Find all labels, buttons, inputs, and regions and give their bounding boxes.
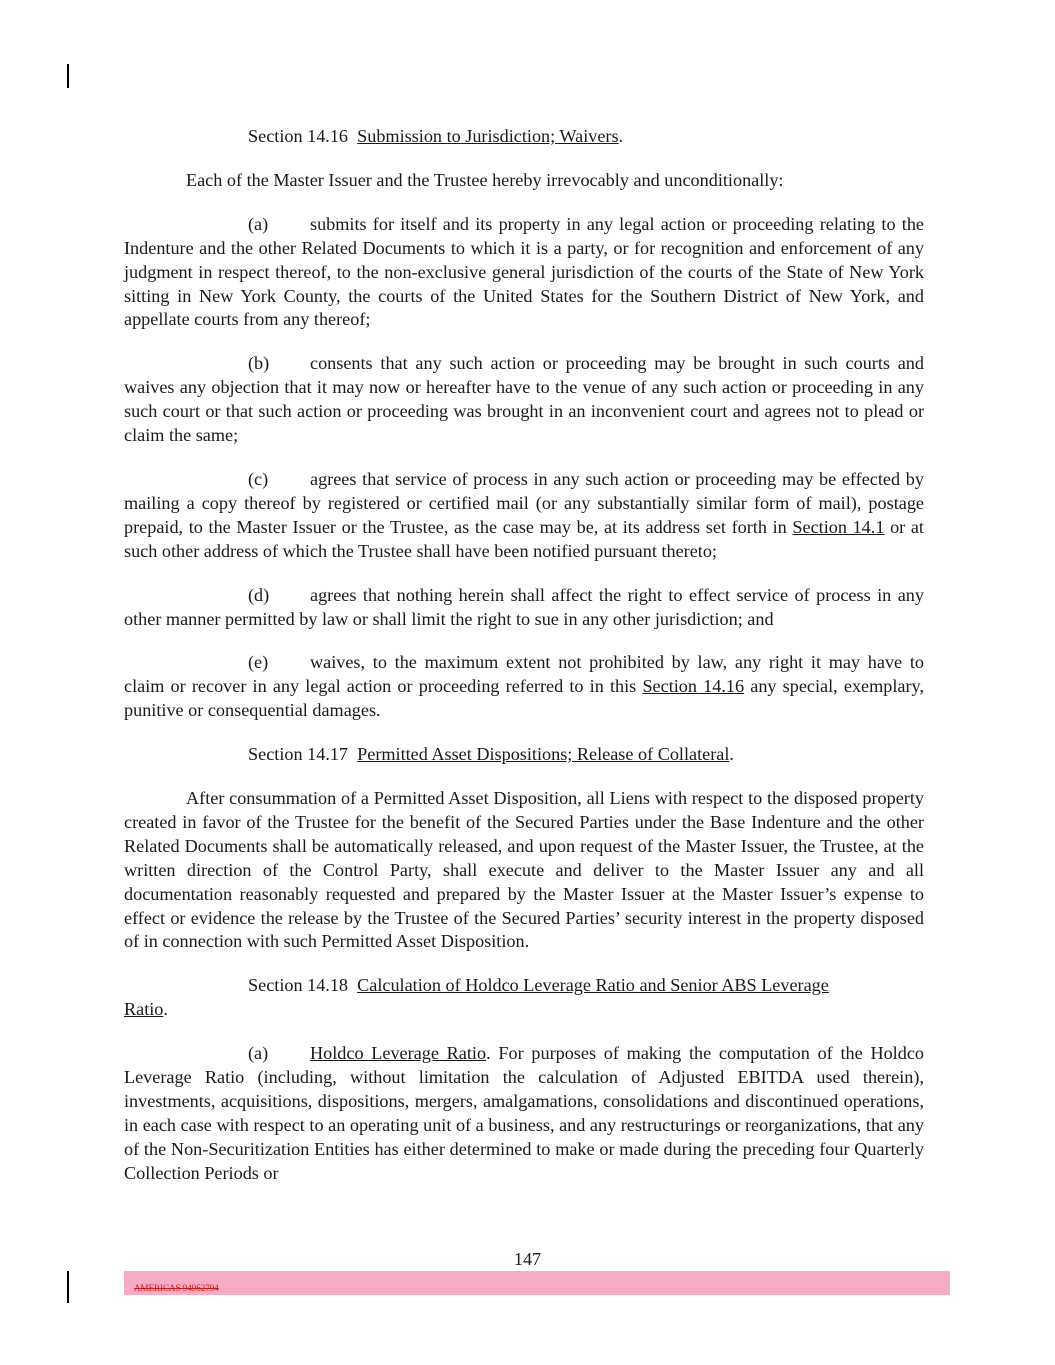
section-14-17-heading: Section 14.17 Permitted Asset Dispositions; Release of Collateral. [248,744,734,765]
section-14-16-intro: Each of the Master Issuer and the Trustee hereby irrevocably and unconditionally: [186,169,784,190]
clause-holdco-a: (a) Holdco Leverage Ratio. For purposes of making the computation of the Holdco Leverage Ratio (including, without limitation the calculation of Adjusted EBITDA used therein), investments, acquisitions, dispositions, mergers, amalgamations, consolidations and discontinued operations, in each case with respect to an operating unit of a business, and any restructurings or reorganizations, that any of the Non-Securitization Entities has either determined to make or made during the preceding four Quarterly Collection Periods or [124,1043,924,1183]
page-number: 147 [513,1249,542,1269]
section-14-18-heading-cont: Ratio. [124,999,168,1020]
clause-b: (b) consents that any such action or proceeding may be brought in such courts and waives any objection that it may now or hereafter have to the venue of any such action or proceeding in any such court or that such action or proceeding was brought in an inconvenient court and agrees not to plead or claim the same; [124,353,924,446]
clause-d: (d) agrees that nothing herein shall affect the right to effect service of process in any other manner permitted by law or shall limit the right to sue in any other jurisdiction; and [124,584,924,629]
section-14-16-reference: Section 14.16 [642,676,745,697]
holdco-leverage-ratio-title: Holdco Leverage Ratio [310,1043,487,1064]
section-14-16-title: Submission to Jurisdiction; Waivers [357,126,619,146]
section-14-1-reference: Section 14.1 [792,516,885,537]
clause-a: (a) submits for itself and its property in any legal action or proceeding relating to the Indenture and the other Related Documents to which it is a party, or for recognition and enforcement of any judgment in respect thereof, to the non-exclusive general jurisdiction of the courts of the State of New York sitting in New York County, the courts of the United States for the Southern District of New York, and appellate courts from any thereof; [124,213,924,330]
margin-change-bar-top [67,64,69,88]
section-14-17-body: After consummation of a Permitted Asset Disposition, all Liens with respect to the disposed property created in favor of the Trustee for the benefit of the Secured Parties under the Base Indenture and the other Related Documents shall be automatically released, and upon request of the Master Issuer, the Trustee, at the written direction of the Control Party, shall execute and deliver to the Master Issuer any and all documentation reasonably requested and prepared by the Master Issuer at the Master Issuer’s expense to effect or evidence the release by the Trustee of the Secured Parties’ security interest in the property disposed of in connection with such Permitted Asset Disposition. [124,788,924,952]
document-page [124,125,924,1186]
section-14-18-heading: Section 14.18 Calculation of Holdco Leverage Ratio and Senior ABS Leverage [248,975,829,996]
section-14-18-title: Calculation of Holdco Leverage Ratio and Senior ABS Leverage [357,975,829,996]
clause-c: (c) agrees that service of process in any such action or proceeding may be effected by mailing a copy thereof by registered or certified mail (or any substantially similar form of mail), postage prepaid, to the Master Issuer or the Trustee, as the case may be, at its address set forth in Section 14.1 or at such other address of which the Trustee shall have been notified pursuant thereto; [124,468,924,561]
clause-e: (e) waives, to the maximum extent not prohibited by law, any right it may have to claim or recover in any legal action or proceeding referred to in this Section 14.16 any special, exemplary, punitive or consequential damages. [124,652,924,721]
section-14-17-title: Permitted Asset Dispositions; Release of Collateral [357,744,730,765]
section-14-16-heading: Section 14.16 Submission to Jurisdiction; Waivers. [248,126,624,146]
footer-doc-code: AMERICAS 94962794 [134,1283,219,1293]
margin-change-bar-bottom [67,1271,69,1303]
footer-band [124,1271,950,1295]
